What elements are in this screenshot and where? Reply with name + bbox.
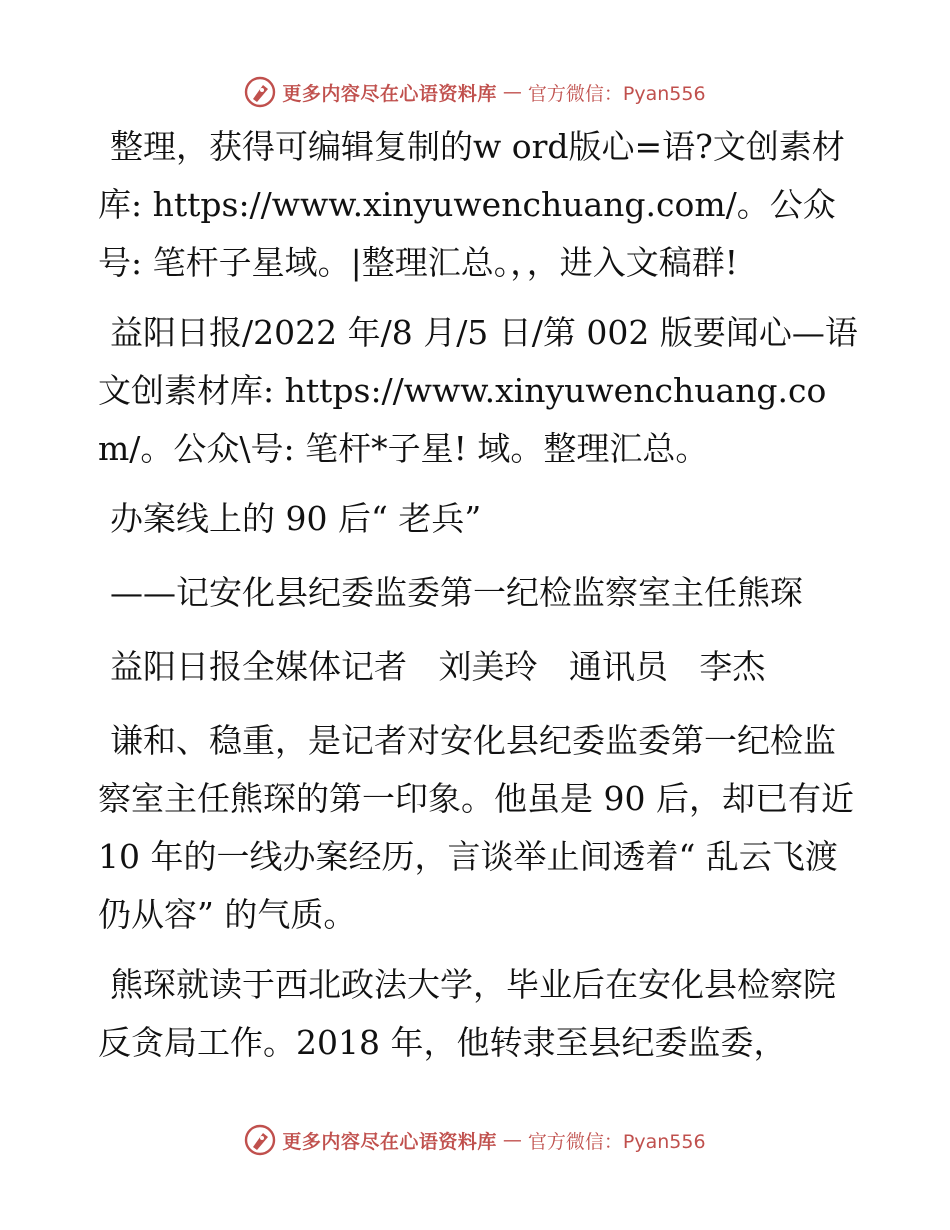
document-body [98, 118, 865, 1084]
header-banner-text: 更多内容尽在心语资料库 [282, 82, 497, 105]
footer-banner-separator: — [502, 1129, 522, 1151]
header-banner-separator: — [502, 81, 522, 103]
paragraph-source-line: 益阳日报/2022 年/8 月/5 日/第 002 版要闻心—语文创素材库: https://www.xinyuwenchuang.com/。公众\号: 笔杆*子星! 域。整理汇总。 [98, 313, 858, 468]
article-subtitle: ——记安化县纪委监委第一纪检监察室主任熊琛 [110, 573, 803, 612]
header-banner-account: 官方微信：Pyan556 [527, 82, 706, 105]
paragraph-body-2: 熊琛就读于西北政法大学，毕业后在安化县检察院反贪局工作。2018 年，他转隶至县纪委监委， [98, 965, 836, 1062]
paragraph-body-1: 谦和、稳重，是记者对安化县纪委监委第一纪检监察室主任熊琛的第一印象。他虽是 90 后，却已有近 10 年的一线办案经历，言谈举止间透着“ 乱云飞渡仍从容” 的气质。 [98, 721, 865, 934]
article-byline: 益阳日报全媒体记者 刘美玲 通讯员 李杰 [110, 647, 766, 686]
footer-banner-account: 官方微信：Pyan556 [527, 1130, 706, 1153]
footer-banner [0, 1120, 950, 1160]
footer-banner-text: 更多内容尽在心语资料库 [282, 1130, 497, 1153]
pen-nib-logo-icon [244, 1124, 276, 1156]
article-title: 办案线上的 90 后“ 老兵” [110, 499, 482, 538]
pen-nib-logo-icon [244, 76, 276, 108]
paragraph-intro-note: 整理，获得可编辑复制的w ord版心=语?文创素材库: https://www.xinyuwenchuang.com/。公众号: 笔杆子星域。|整理汇总。，，进入文稿群! [98, 127, 845, 282]
header-banner [0, 72, 950, 112]
